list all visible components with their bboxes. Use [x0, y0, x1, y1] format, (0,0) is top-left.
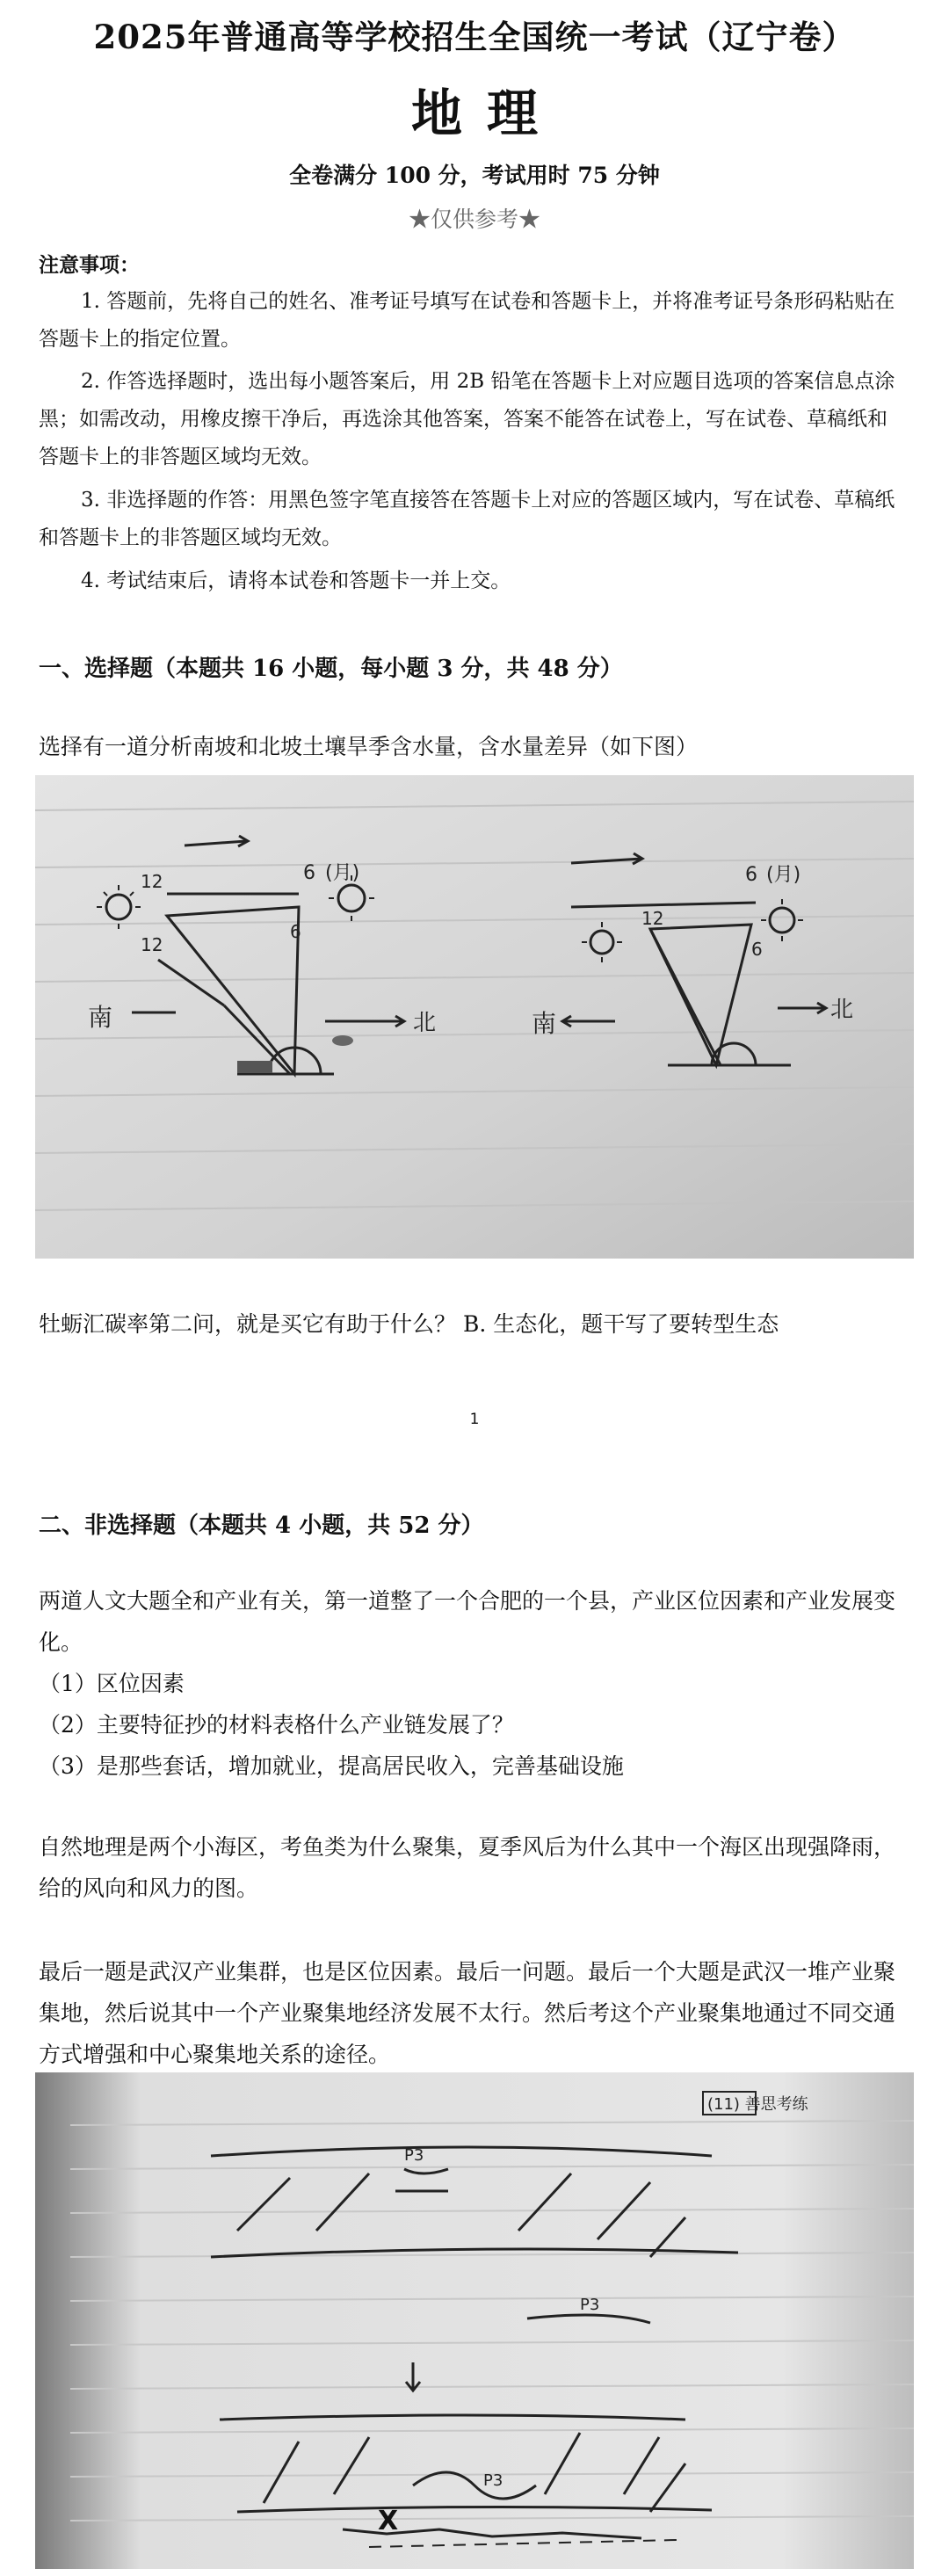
note-item-3: 3. 非选择题的作答：用黑色签字笔直接答在答题卡上对应的答题区域内，写在试卷、草稿纸和答题卡上的非答题区域均无效。: [39, 489, 895, 549]
label-12-right: 12: [641, 908, 664, 929]
section2-q2: 自然地理是两个小海区，考鱼类为什么聚集，夏季风后为什么其中一个海区出现强降雨，给的风向和风力的图。: [39, 1834, 896, 1901]
label-south-right: 南: [532, 1009, 557, 1038]
industry-sketch-photo: [35, 2072, 914, 2569]
score-time: 全卷满分 100 分，考试用时 75 分钟: [289, 163, 660, 188]
slope-sketch-photo: [35, 775, 914, 1259]
section1-intro: 选择有一道分析南坡和北坡土壤旱季含水量，含水量差异（如下图）: [39, 734, 699, 759]
label-6-right: 6: [745, 864, 757, 886]
slope-sketch: [35, 775, 914, 1259]
shadow-mark: [237, 1061, 272, 1073]
label-6-right-b: 6: [751, 939, 763, 960]
section2-q3: 最后一题是武汉产业集群，也是区位因素。最后一问题。最后一个大题是武汉一堆产业聚集地，然后说其中一个产业聚集地经济发展不太行。然后考这个产业聚集地通过不同交通方式增强和中心聚集地关系的途径。: [39, 1959, 896, 2067]
label-p3-top: P3: [404, 2146, 424, 2165]
label-12: 12: [141, 871, 163, 892]
section1-heading: 一、选择题（本题共 16 小题，每小题 3 分，共 48 分）: [39, 656, 623, 682]
section2-q1-item-1: （1）区位因素: [39, 1671, 185, 1696]
reference-note: ★仅供参考★: [408, 207, 540, 232]
section2-heading: 二、非选择题（本题共 4 小题，共 52 分）: [39, 1513, 484, 1539]
section2-q1-item-2: （2）主要特征抄的材料表格什么产业链发展了？: [39, 1712, 514, 1738]
label-6: 6: [303, 862, 315, 884]
oyster-question: 牡蛎汇碳率第二问，就是买它有助于什么？ B. 生态化，题干写了要转型生态: [39, 1311, 779, 1337]
subject-title: 地理: [410, 83, 562, 143]
soil-mark: [332, 1035, 353, 1046]
label-12-b: 12: [141, 934, 163, 955]
label-moon: (月): [325, 862, 360, 884]
label-south: 南: [88, 1003, 113, 1032]
note-item-4: 4. 考试结束后，请将本试卷和答题卡一并上交。: [81, 570, 511, 592]
section2-q1-item-3: （3）是那些套话，增加就业，提高居民收入，完善基础设施: [39, 1753, 624, 1779]
note-item-2: 2. 作答选择题时，选出每小题答案后，用 2B 铅笔在答题卡上对应题目选项的答案信息点涂黑；如需改动，用橡皮擦干净后，再选涂其他答案，答案不能答在试卷上，写在试卷、草稿纸和答题卡上的非答题区域均无效。: [39, 370, 895, 468]
note-item-1: 1. 答题前，先将自己的姓名、准考证号填写在试卷和答题卡上，并将准考证号条形码粘贴在答题卡上的指定位置。: [39, 290, 895, 351]
section2-q1: 两道人文大题全和产业有关，第一道整了一个合肥的一个县，产业区位因素和产业发展变化。: [39, 1588, 896, 1655]
exam-title: 2025年普通高等学校招生全国统一考试（辽宁卷）: [93, 18, 856, 56]
label-x-mark: X: [378, 2506, 399, 2536]
label-6-b: 6: [290, 921, 301, 942]
label-p3-mid: P3: [580, 2296, 600, 2314]
label-moon-right: (月): [766, 864, 801, 886]
notes-heading: 注意事项：: [39, 253, 140, 277]
notebook-label: (11) 善思考练: [707, 2095, 808, 2114]
label-north-right: 北: [830, 997, 854, 1023]
label-north: 北: [413, 1010, 437, 1036]
label-p3-bottom: P3: [483, 2471, 503, 2490]
page-number: 1: [469, 1411, 480, 1428]
industry-sketch: [35, 2072, 914, 2569]
